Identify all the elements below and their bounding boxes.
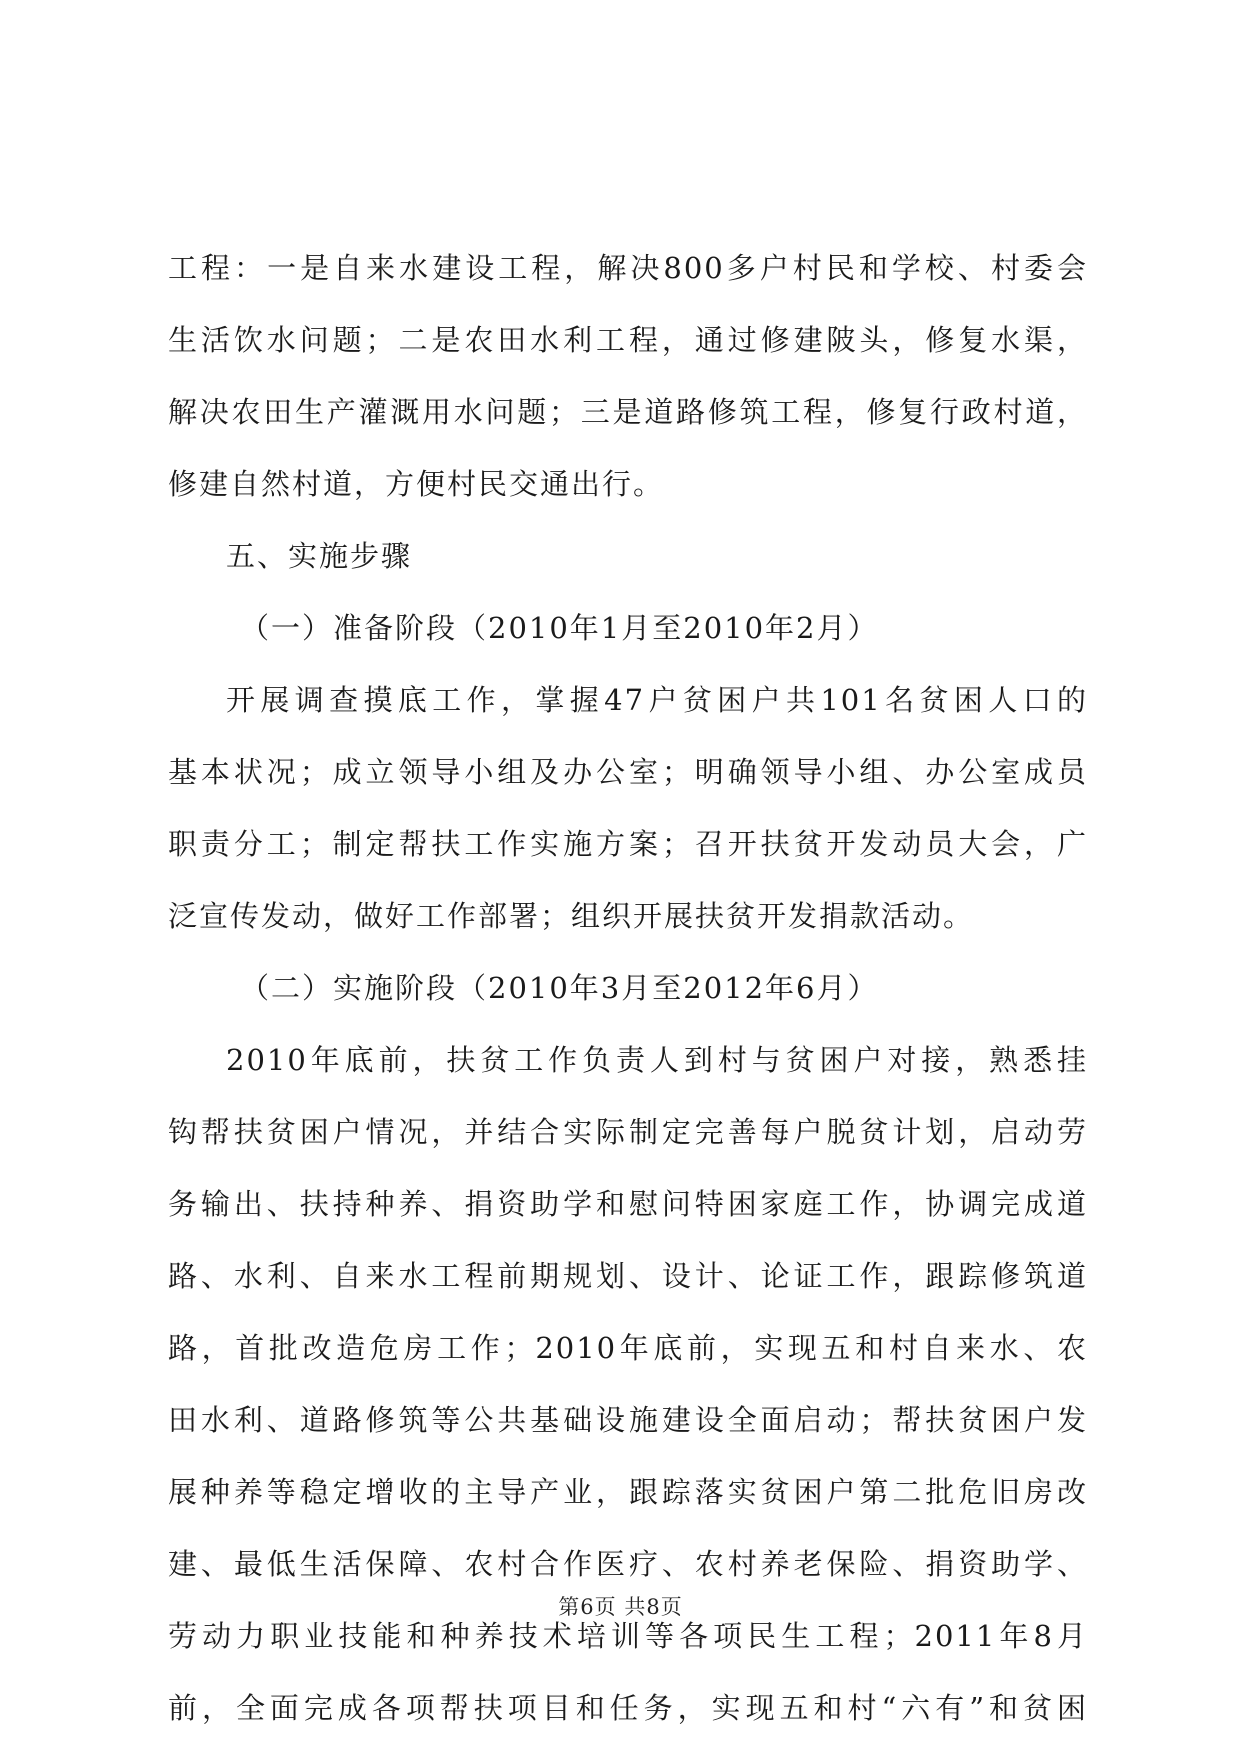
- body-line: 生活饮水问题；二是农田水利工程，通过修建陂头，修复水渠，: [168, 323, 1088, 357]
- body-line: 建、最低生活保障、农村合作医疗、农村养老保险、捐资助学、: [168, 1547, 1088, 1581]
- page-number-footer: 第6页 共8页: [558, 1595, 683, 1619]
- body-line: 劳动力职业技能和种养技术培训等各项民生工程；2011年8月: [168, 1619, 1088, 1653]
- body-line: 修建自然村道，方便村民交通出行。: [168, 467, 665, 501]
- body-line: 工程：一是自来水建设工程，解决800多户村民和学校、村委会: [168, 251, 1088, 285]
- body-line: 基本状况；成立领导小组及办公室；明确领导小组、办公室成员: [168, 755, 1088, 789]
- body-line: 泛宣传发动，做好工作部署；组织开展扶贫开发捐款活动。: [168, 899, 975, 933]
- body-line: 2010年底前，扶贫工作负责人到村与贫困户对接，熟悉挂: [226, 1043, 1088, 1077]
- body-line: 钩帮扶贫困户情况，并结合实际制定完善每户脱贫计划，启动劳: [168, 1115, 1088, 1149]
- body-line: 职责分工；制定帮扶工作实施方案；召开扶贫开发动员大会，广: [168, 827, 1088, 861]
- body-line: 路、水利、自来水工程前期规划、设计、论证工作，跟踪修筑道: [168, 1259, 1088, 1293]
- body-line: 展种养等稳定增收的主导产业，跟踪落实贫困户第二批危旧房改: [168, 1475, 1088, 1509]
- body-line: 前，全面完成各项帮扶项目和任务，实现五和村“六有”和贫困: [168, 1691, 1088, 1725]
- section-heading: 五、实施步骤: [226, 539, 413, 573]
- body-line: 开展调查摸底工作，掌握47户贫困户共101名贫困人口的: [226, 683, 1088, 717]
- document-body: [168, 232, 1088, 1744]
- body-line: 解决农田生产灌溉用水问题；三是道路修筑工程，修复行政村道，: [168, 395, 1088, 429]
- body-line: 路，首批改造危房工作；2010年底前，实现五和村自来水、农: [168, 1331, 1088, 1365]
- subsection-heading: （一）准备阶段（2010年1月至2010年2月）: [240, 611, 879, 645]
- body-line: 田水利、道路修筑等公共基础设施建设全面启动；帮扶贫困户发: [168, 1403, 1088, 1437]
- subsection-heading: （二）实施阶段（2010年3月至2012年6月）: [240, 971, 879, 1005]
- body-line: 务输出、扶持种养、捐资助学和慰问特困家庭工作，协调完成道: [168, 1187, 1088, 1221]
